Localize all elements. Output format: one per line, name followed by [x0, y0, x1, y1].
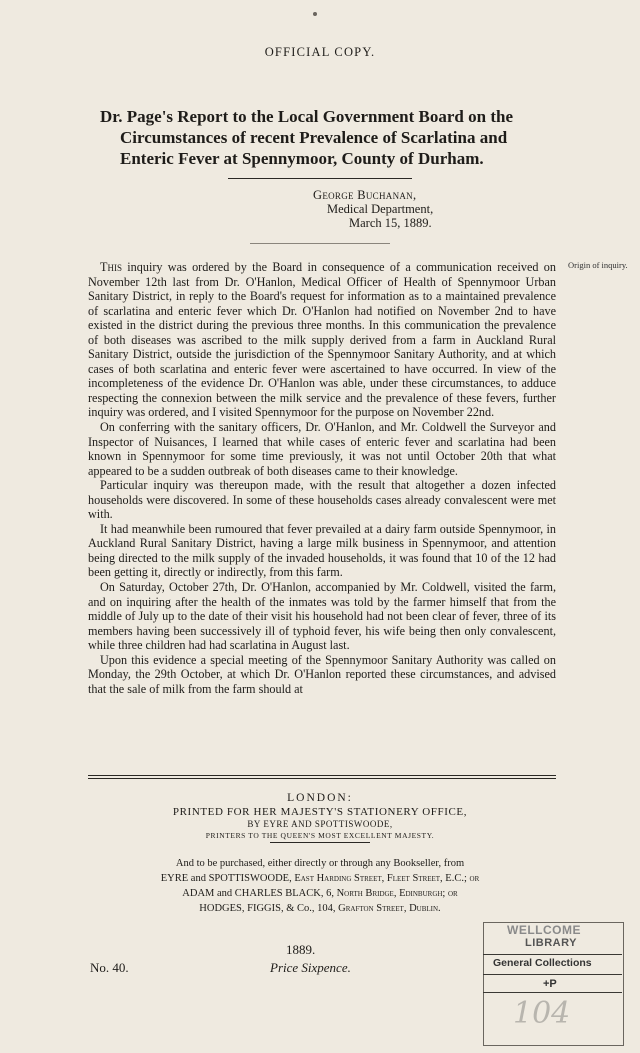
author-name: George Buchanan, — [313, 188, 417, 202]
title-line-1: Dr. Page's Report to the Local Government Board on the — [100, 107, 513, 126]
stamp-rule-1 — [483, 954, 622, 955]
paragraph-1-text: inquiry was ordered by the Board in consequence of a communication received on November 12th last from Dr. O'Hanlon, Medical Officer of Health of Spennymoor Urban Sanitary District, in reply to the Board's request for information as to a maintained prevalence of scarlatina and enteric fever which Dr. O'Hanlon had notified on November 2nd to have existed in the district during the previous three months. In this communication the prevalence of both diseases was ascribed to the milk supply derived from a farm in Auckland Rural Sanitary District, outside the jurisdiction of the Spennymoor Sanitary Authority, and at which cases of both scarlatina and enteric fever were ascertained to have occurred. In view of the incompleteness of the evidence Dr. O'Hanlon was able, under these circumstances, to adduce respecting the connexion between the milk service and the prevalence of these fevers, further inquiry was ordered, and I visited Spennymoor for the purpose on November 22nd. — [88, 260, 556, 420]
body-divider-bottom — [88, 778, 556, 779]
sale-block — [0, 856, 640, 916]
report-title — [100, 106, 560, 169]
report-body — [88, 260, 556, 696]
publication-year: 1889. — [286, 942, 316, 957]
printer-name: BY EYRE AND SPOTTISWOODE, — [247, 819, 393, 829]
paragraph-6: Upon this evidence a special meeting of the Spennymoor Sanitary Authority was called on Monday, the 29th October, at which Dr. O'Hanlon reported these circumstances, and advised that the sale of milk from the farm should at — [88, 652, 556, 696]
paragraph-3: Particular inquiry was thereupon made, with the result that altogether a dozen infected households were discovered. In some of these households cases already convalescent were met with. — [88, 478, 556, 522]
paragraph-4: It had meanwhile been rumoured that fever prevailed at a dairy farm outside Spennymoor, in Auckland Rural Sanitary District, having a large milk business in Spennymoor, and attention being directed to the milk supply of the invaded households, it was found that 10 of the 12 had been getting it, directly or indirectly, from this farm. — [88, 521, 556, 580]
seller-adam-address: 6, North Bridge, Edinburgh; or — [323, 888, 458, 899]
library-stamp — [483, 922, 625, 1046]
seller-eyre-address: East Harding Street, Fleet Street, E.C.; or — [291, 873, 480, 884]
title-divider — [228, 178, 412, 179]
ink-dot — [313, 12, 317, 16]
stamp-wellcome: WELLCOME — [507, 923, 581, 937]
printer-city: LONDON: — [287, 792, 353, 804]
seller-adam — [0, 886, 640, 901]
paragraph-1-lead: This — [100, 260, 122, 274]
stamp-handwritten-number: 104 — [513, 996, 571, 1031]
seller-hodges-name: HODGES, FIGGIS, & Co., — [199, 903, 315, 914]
title-line-2: Circumstances of recent Prevalence of Scarlatina and — [120, 128, 508, 147]
stamp-library: LIBRARY — [525, 937, 577, 949]
title-line-3: Enteric Fever at Spennymoor, County of Durham. — [120, 149, 484, 168]
body-divider-top — [88, 775, 556, 776]
paragraph-1 — [88, 260, 556, 420]
sale-intro: And to be purchased, either directly or through any Bookseller, from — [175, 858, 465, 869]
seller-eyre-name: EYRE and SPOTTISWOODE, — [160, 873, 292, 884]
stamp-rule-3 — [483, 992, 622, 993]
seller-eyre — [0, 871, 640, 886]
printer-office: PRINTED FOR HER MAJESTY'S STATIONERY OFFICE, — [172, 806, 468, 818]
stamp-rule-2 — [483, 974, 622, 975]
printer-block — [0, 792, 640, 840]
margin-note: Origin of inquiry. — [568, 260, 628, 270]
paragraph-2: On conferring with the sanitary officers, Dr. O'Hanlon, and Mr. Coldwell the Surveyor and Inspector of Nuisances, I learned that while cases of enteric fever and scarlatina had been known in Spennymoor for some time previously, it was not until October 20th that what appeared to be a sudden outbreak of both diseases came to their knowledge. — [88, 420, 556, 478]
author-block — [313, 188, 433, 230]
printer-divider — [270, 842, 370, 843]
author-divider — [250, 243, 390, 244]
author-date: March 15, 1889. — [349, 216, 432, 230]
author-department: Medical Department, — [327, 202, 434, 216]
official-copy-header: OFFICIAL COPY. — [264, 45, 376, 59]
price: Price Sixpence. — [270, 960, 351, 975]
printer-title: PRINTERS TO THE QUEEN'S MOST EXCELLENT MAJESTY. — [205, 831, 435, 840]
seller-hodges — [0, 901, 640, 916]
paragraph-5: On Saturday, October 27th, Dr. O'Hanlon, accompanied by Mr. Coldwell, visited the farm, and on inquiring after the health of the inmates was told by the farmer himself that from the middle of July up to the date of their visit his household had not been clear of fever, three of its members having been successively ill of typhoid fever, his wife being then only convalescent, while three children had had scarlatina in August last. — [88, 580, 556, 653]
stamp-general-collections: General Collections — [493, 957, 592, 969]
seller-hodges-address: 104, Grafton Street, Dublin. — [314, 903, 441, 914]
seller-adam-name: ADAM and CHARLES BLACK, — [182, 888, 324, 899]
report-number: No. 40. — [90, 960, 129, 975]
stamp-shelfmark: +P — [543, 978, 557, 990]
